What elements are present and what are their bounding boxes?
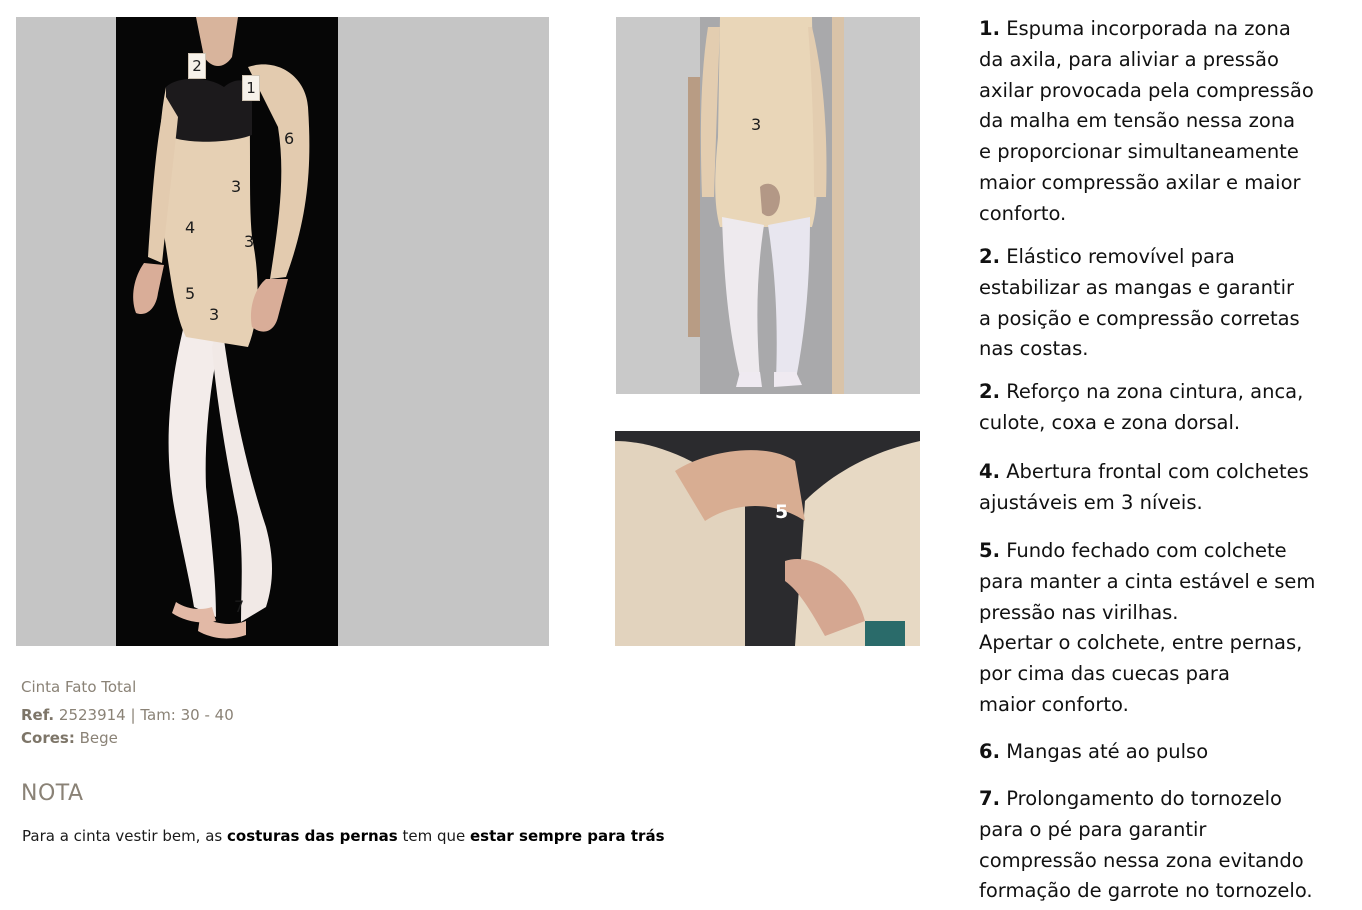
callout-6-marker: 6 — [284, 129, 295, 148]
feature-text: maior conforto. — [979, 692, 1129, 716]
note-text-part: Para a cinta vestir bem, as — [22, 827, 227, 845]
feature-text: compressão nessa zona evitando — [979, 848, 1304, 872]
ref-value: 2523914 | Tam: 30 - 40 — [58, 706, 234, 724]
feature-number: 6. — [979, 740, 1000, 763]
feature-line — [979, 408, 1362, 439]
callout-4-marker: 4 — [185, 218, 196, 237]
callout-5-marker: 5 — [775, 501, 789, 523]
note-bold-backwards: estar sempre para trás — [470, 827, 665, 845]
feature-line — [979, 457, 1362, 488]
callout-7-marker: 7 — [234, 597, 245, 616]
product-reference — [21, 706, 234, 724]
feature-item — [979, 242, 1362, 365]
feature-text: culote, coxa e zona dorsal. — [979, 410, 1241, 434]
product-name: Cinta Fato Total — [21, 678, 137, 696]
ref-label: Ref. — [21, 706, 55, 724]
feature-number: 2. — [979, 245, 1000, 268]
feature-line — [979, 846, 1362, 877]
feature-text: Reforço na zona cintura, anca, — [1006, 380, 1304, 403]
feature-text: para o pé para garantir — [979, 817, 1207, 841]
feature-line — [979, 137, 1362, 168]
garment-front-illustration — [16, 17, 549, 646]
feature-line — [979, 273, 1362, 304]
feature-line — [979, 304, 1362, 335]
feature-text: ajustáveis em 3 níveis. — [979, 490, 1203, 514]
callout-3-marker: 3 — [751, 115, 762, 134]
feature-item — [979, 377, 1362, 439]
feature-line — [979, 784, 1362, 815]
feature-item — [979, 737, 1362, 768]
feature-item — [979, 536, 1362, 721]
feature-text: maior compressão axilar e maior — [979, 170, 1301, 194]
feature-line — [979, 242, 1362, 273]
callout-3-marker: 3 — [231, 177, 242, 196]
callout-5-marker: 5 — [185, 284, 196, 303]
feature-text: conforto. — [979, 201, 1067, 225]
feature-line — [979, 488, 1362, 519]
feature-text: da axila, para aliviar a pressão — [979, 47, 1279, 71]
feature-text: Mangas até ao pulso — [1006, 740, 1209, 763]
feature-number: 2. — [979, 380, 1000, 403]
feature-text: estabilizar as mangas e garantir — [979, 275, 1295, 299]
callout-1-marker: 1 — [242, 75, 260, 101]
main-product-photo — [16, 17, 549, 646]
product-colors — [21, 729, 118, 747]
feature-number: 7. — [979, 787, 1000, 810]
feature-line — [979, 567, 1362, 598]
feature-line — [979, 334, 1362, 365]
feature-line — [979, 876, 1362, 907]
garment-back-illustration — [616, 17, 920, 394]
feature-line — [979, 45, 1362, 76]
callout-3-marker: 3 — [209, 305, 220, 324]
detail-closure-photo — [615, 431, 920, 646]
feature-line — [979, 199, 1362, 230]
feature-text: Abertura frontal com colchetes — [1006, 460, 1309, 483]
feature-text: da malha em tensão nessa zona — [979, 109, 1296, 133]
colors-label: Cores: — [21, 729, 75, 747]
colors-value: Bege — [79, 729, 118, 747]
note-heading: NOTA — [21, 781, 84, 806]
feature-line — [979, 690, 1362, 721]
feature-text: pressão nas virilhas. — [979, 600, 1179, 624]
feature-item — [979, 14, 1362, 230]
back-view-photo — [616, 17, 920, 394]
feature-text: formação de garrote no tornozelo. — [979, 879, 1313, 903]
feature-number: 1. — [979, 17, 1000, 40]
feature-line — [979, 168, 1362, 199]
note-text — [22, 827, 665, 845]
feature-line — [979, 14, 1362, 45]
feature-line — [979, 659, 1362, 690]
feature-item — [979, 784, 1362, 907]
feature-text: por cima das cuecas para — [979, 662, 1230, 686]
feature-line — [979, 76, 1362, 107]
feature-line — [979, 598, 1362, 629]
feature-text: axilar provocada pela compressão — [979, 78, 1314, 102]
callout-3-marker: 3 — [244, 232, 255, 251]
feature-number: 5. — [979, 539, 1000, 562]
feature-text: Elástico removível para — [1006, 245, 1235, 268]
callout-2-marker: 2 — [188, 53, 206, 79]
feature-text: e proporcionar simultaneamente — [979, 140, 1299, 164]
feature-text: Espuma incorporada na zona — [1006, 17, 1291, 40]
feature-text: nas costas. — [979, 337, 1089, 361]
feature-text: Fundo fechado com colchete — [1006, 539, 1287, 562]
feature-text: para manter a cinta estável e sem — [979, 569, 1316, 593]
feature-text: Apertar o colchete, entre pernas, — [979, 631, 1303, 655]
feature-line — [979, 106, 1362, 137]
feature-line — [979, 536, 1362, 567]
feature-item — [979, 457, 1362, 519]
feature-number: 4. — [979, 460, 1000, 483]
feature-line — [979, 377, 1362, 408]
note-text-part: tem que — [397, 827, 470, 845]
closure-detail-illustration — [615, 431, 920, 646]
feature-text: Prolongamento do tornozelo — [1006, 787, 1282, 810]
feature-line — [979, 737, 1362, 768]
note-bold-seams: costuras das pernas — [227, 827, 398, 845]
feature-line — [979, 815, 1362, 846]
feature-text: a posição e compressão corretas — [979, 306, 1300, 330]
feature-line — [979, 628, 1362, 659]
